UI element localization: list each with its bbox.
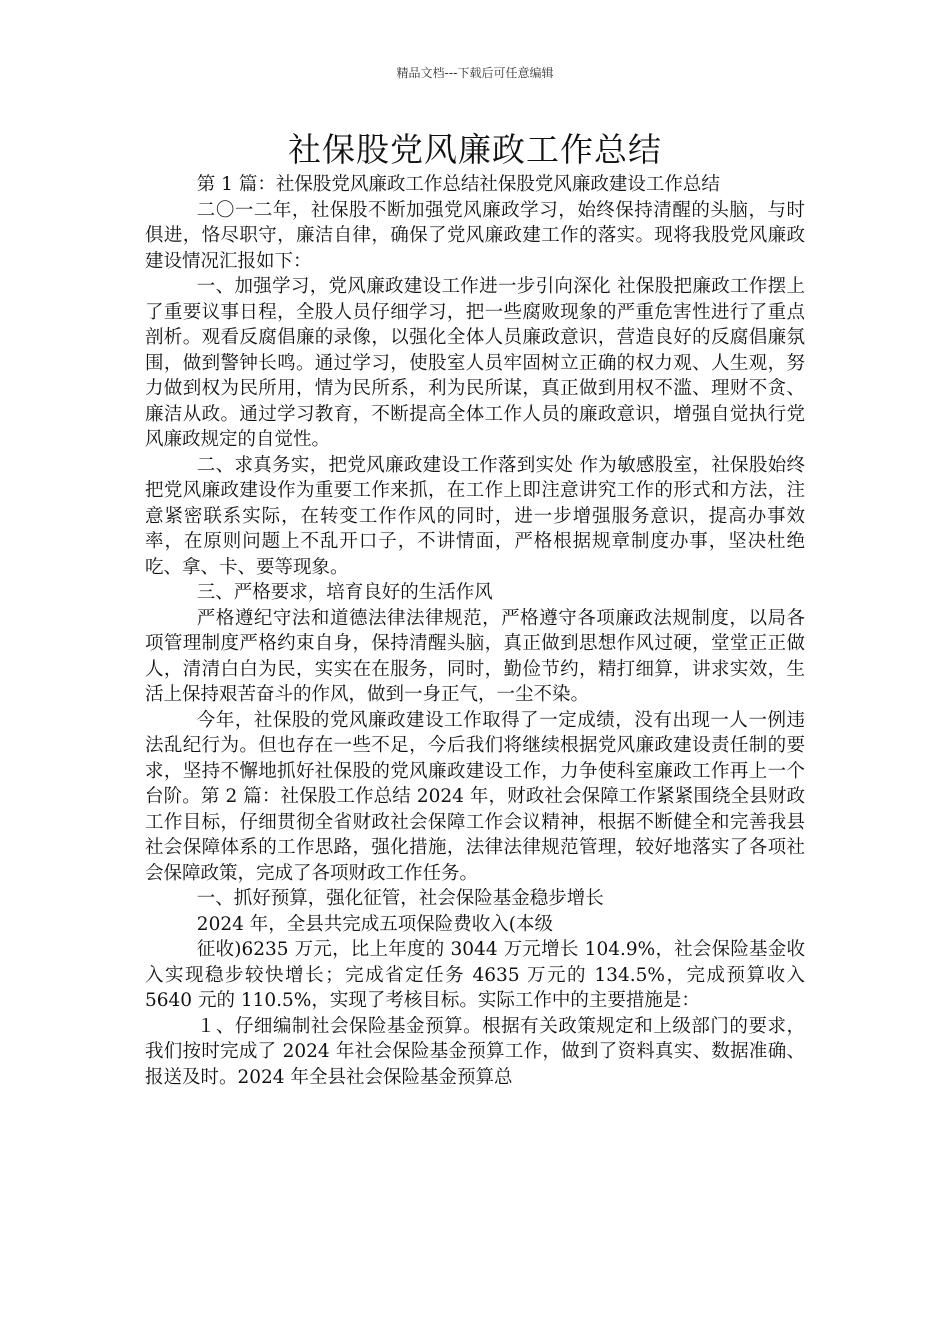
header-note: 精品文档---下载后可任意编辑: [396, 66, 554, 80]
document-title: 社保股党风廉政工作总结: [288, 130, 662, 169]
paragraph-section-3-heading: 三、严格要求，培育良好的生活作风: [196, 582, 493, 603]
paragraph-heading-part1: 第 1 篇：社保股党风廉政工作总结社保股党风廉政建设工作总结: [196, 174, 720, 195]
paragraph-section-2: 二、求真务实，把党风廉政建设工作落到实处 作为敏感股室，社保股始终把党风廉政建设作为重要工作来抓，在工作上即注意讲究工作的形式和方法，注意紧密联系实际，在转变工作作风的同时，进一步增强服务意识，提高办事效率，在原则问题上不乱开口子，不讲情面，严格根据规章制度办事，坚决杜绝吃、拿、卡、要等现象。: [145, 454, 805, 578]
paragraph-part2-heading-1: 一、抓好预算，强化征管，社会保险基金稳步增长: [196, 888, 604, 909]
document-body: [145, 172, 805, 1090]
paragraph-part2-measure-1: １、仔细编制社会保险基金预算。根据有关政策规定和上级部门的要求，我们按时完成了 2024 年社会保险基金预算工作，做到了资料真实、数据准确、报送及时。2024 年全县社会保险基金预算总: [145, 1015, 805, 1088]
paragraph-part2-income: 2024 年，全县共完成五项保险费收入(本级: [196, 913, 553, 935]
paragraph-part2-income-cont: 征收)6235 万元，比上年度的 3044 万元增长 104.9%，社会保险基金收入实现稳步较快增长；完成省定任务 4635 万元的 134.5%，完成预算收入 5640 元的 110.5%，实现了考核目标。实际工作中的主要措施是：: [145, 939, 805, 1011]
paragraph-conclusion: 今年，社保股的党风廉政建设工作取得了一定成绩，没有出现一人一例违法乱纪行为。但也存在一些不足，今后我们将继续根据党风廉政建设责任制的要求，坚持不懈地抓好社保股的党风廉政建设工作，力争使科室廉政工作再上一个台阶。第 2 篇：社保股工作总结 2024 年，财政社会保障工作紧紧围绕全县财政工作目标，仔细贯彻全省财政社会保障工作会议精神，根据不断健全和完善我县社会保障体系的工作思路，强化措施，法律法律规范管理，较好地落实了各项社会保障政策，完成了各项财政工作任务。: [145, 709, 805, 884]
paragraph-section-3: 严格遵纪守法和道德法律法律规范，严格遵守各项廉政法规制度，以局各项管理制度严格约束自身，保持清醒头脑，真正做到思想作风过硬，堂堂正正做人，清清白白为民，实实在在服务，同时，勤俭节约，精打细算，讲求实效，生活上保持艰苦奋斗的作风，做到一身正气，一尘不染。: [145, 607, 805, 705]
paragraph-section-1: 一、加强学习，党风廉政建设工作进一步引向深化 社保股把廉政工作摆上了重要议事日程，全股人员仔细学习，把一些腐败现象的严重危害性进行了重点剖析。观看反腐倡廉的录像，以强化全体人员廉政意识，营造良好的反腐倡廉氛围，做到警钟长鸣。通过学习，使股室人员牢固树立正确的权力观、人生观，努力做到权为民所用，情为民所系，利为民所谋，真正做到用权不滥、理财不贪、廉洁从政。通过学习教育，不断提高全体工作人员的廉政意识，增强自觉执行党风廉政规定的自觉性。: [145, 276, 805, 450]
paragraph-intro: 二〇一二年，社保股不断加强党风廉政学习，始终保持清醒的头脑，与时俱进，恪尽职守，廉洁自律，确保了党风廉政建工作的落实。现将我股党风廉政建设情况汇报如下：: [145, 199, 805, 272]
